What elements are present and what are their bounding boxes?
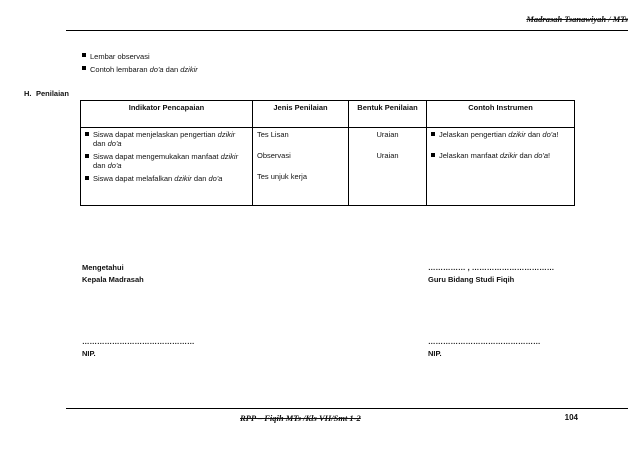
text-part: ! — [548, 151, 551, 160]
list-item — [82, 50, 198, 63]
media-list — [82, 50, 198, 76]
signature-right-line2: Guru Bidang Studi Fiqih — [428, 275, 515, 284]
text-part: Siswa dapat menjelaskan pengertian — [93, 130, 218, 139]
text-part: dan — [93, 161, 108, 170]
italic-term: dzikir — [180, 65, 198, 74]
text-part: dan — [525, 130, 543, 139]
italic-term: do'a — [208, 174, 223, 183]
jenis-item: Tes unjuk kerja — [257, 172, 308, 181]
section-number: H. — [24, 89, 32, 98]
italic-term: dzikir — [220, 152, 239, 161]
jenis-item: Tes Lisan — [257, 130, 289, 139]
text-part: Jelaskan manfaat — [439, 151, 500, 160]
italic-term: do'a — [534, 151, 549, 160]
square-bullet-icon — [85, 176, 89, 180]
signature-left — [82, 262, 144, 286]
jenis-cell — [253, 128, 349, 206]
footer-title: RPP – Fiqih MTs /Kls VII/Smt 1-2 — [240, 413, 361, 423]
italic-term: do'a — [107, 161, 122, 170]
text-part: dan — [93, 139, 108, 148]
indicator-cell — [81, 128, 253, 206]
italic-term: dzikir — [217, 130, 236, 139]
indicator-item — [85, 174, 248, 183]
italic-term: dzikir — [499, 151, 518, 160]
nip-right: NIP. — [428, 349, 442, 358]
square-bullet-icon — [85, 132, 89, 136]
list-item — [82, 63, 198, 76]
signature-right-line1: …………… , …………………………… — [428, 263, 555, 272]
column-header: Jenis Penilaian — [253, 101, 349, 128]
square-bullet-icon — [431, 132, 435, 136]
signature-right-dots: ……………………………………… — [428, 337, 541, 346]
signature-right — [428, 262, 554, 286]
text-part: dan — [163, 65, 181, 74]
table-row — [81, 128, 575, 206]
text-part: dan — [517, 151, 535, 160]
square-bullet-icon — [85, 154, 89, 158]
instrumen-cell — [427, 128, 575, 206]
square-bullet-icon — [82, 53, 86, 57]
indicator-item — [85, 152, 248, 170]
text-part: Siswa dapat melafalkan — [93, 174, 175, 183]
italic-term: do'a — [107, 139, 122, 148]
footer-divider — [66, 408, 628, 409]
signature-left-dots: ……………………………………… — [82, 337, 195, 346]
italic-term: dzikir — [508, 130, 526, 139]
text-part: dan — [191, 174, 209, 183]
bentuk-item: Uraian — [376, 151, 399, 160]
bentuk-cell — [349, 128, 427, 206]
section-heading — [24, 89, 69, 98]
jenis-item: Observasi — [257, 151, 291, 160]
header-divider — [66, 30, 628, 31]
bentuk-item: Uraian — [376, 130, 399, 139]
page-number: 104 — [564, 413, 578, 422]
square-bullet-icon — [431, 153, 435, 157]
text-part: Contoh lembaran — [90, 65, 150, 74]
column-header: Indikator Pencapaian — [81, 101, 253, 128]
signature-left-line1: Mengetahui — [82, 263, 124, 272]
indicator-item — [85, 130, 248, 148]
column-header: Contoh Instrumen — [427, 101, 575, 128]
italic-term: dzikir — [174, 174, 192, 183]
signature-left-line2: Kepala Madrasah — [82, 275, 144, 284]
text-part: Siswa dapat mengemukakan manfaat — [93, 152, 221, 161]
section-title: Penilaian — [36, 89, 69, 98]
assessment-table — [80, 100, 575, 206]
text-part: ! — [556, 130, 559, 139]
list-item-text — [90, 63, 198, 76]
column-header: Bentuk Penilaian — [349, 101, 427, 128]
table-header-row — [81, 101, 575, 128]
nip-left: NIP. — [82, 349, 96, 358]
header-title: Madrasah Tsanawiyah / MTs — [526, 14, 628, 24]
text-part: Jelaskan pengertian — [439, 130, 509, 139]
italic-term: do'a — [542, 130, 557, 139]
instrumen-item — [431, 151, 570, 160]
list-item-text: Lembar observasi — [90, 52, 150, 61]
instrumen-item — [431, 130, 570, 139]
square-bullet-icon — [82, 66, 86, 70]
italic-term: do'a — [149, 65, 164, 74]
